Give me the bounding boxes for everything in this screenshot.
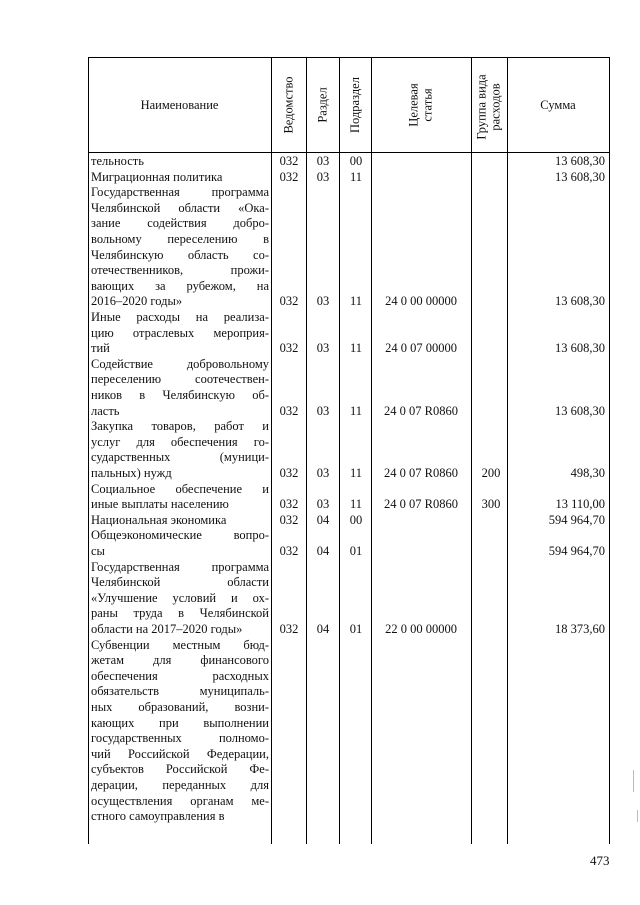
- summa-cell: 13 608,30: [555, 294, 605, 309]
- summa-cell: 13 608,30: [555, 403, 605, 418]
- row-name-line: стного самоуправления в: [91, 809, 225, 824]
- podrazdel-cell: 11: [349, 341, 363, 356]
- page-number: 473: [590, 853, 610, 868]
- row-name-line: ласть: [91, 403, 120, 418]
- vedomstvo-cell: 032: [279, 543, 299, 558]
- vedomstvo-cell: 032: [279, 497, 299, 512]
- row-name-line: вающих за рубежом, на: [91, 278, 269, 293]
- table-row: [88, 513, 610, 529]
- podrazdel-cell: 11: [349, 403, 363, 418]
- summa-cell: 13 110,00: [555, 497, 605, 512]
- podrazdel-cell: 11: [349, 497, 363, 512]
- row-name-line: ников в Челябинскую об-: [91, 387, 269, 402]
- podrazdel-cell: 11: [349, 294, 363, 309]
- table-row: [88, 638, 610, 825]
- table-row: [88, 482, 610, 513]
- vedomstvo-cell: 032: [279, 465, 299, 480]
- row-name-line: раны труда в Челябинской: [91, 606, 269, 621]
- razdel-cell: 03: [316, 169, 330, 184]
- razdel-cell: 03: [316, 403, 330, 418]
- row-name-line: Закупка товаров, работ и: [91, 419, 269, 434]
- header-summa: Сумма: [540, 97, 576, 112]
- vedomstvo-cell: 032: [279, 512, 299, 527]
- row-name-line: Содействие добровольному: [91, 356, 269, 371]
- row-name-line: тий: [91, 341, 110, 356]
- row-name: [91, 170, 269, 186]
- header-gruppa-vida-raskhodov: Группа вида расходов: [475, 74, 504, 140]
- razdel-cell: 04: [316, 543, 330, 558]
- row-name-line: Челябинской области «Ока-: [91, 200, 269, 215]
- razdel-cell: 03: [316, 465, 330, 480]
- row-name-line: ных образований, возни-: [91, 699, 269, 714]
- row-name-line: Общеэкономические вопро-: [91, 528, 269, 543]
- row-name-line: обязательств муниципаль-: [91, 684, 269, 699]
- header-razdel: Раздел: [315, 86, 330, 123]
- row-name-line: Субвенции местным бюд-: [91, 637, 269, 652]
- row-name-line: отечественников, прожи-: [91, 263, 269, 278]
- row-name-line: Челябинскую область со-: [91, 247, 269, 262]
- scan-mark: [637, 810, 638, 822]
- row-name-line: 2016–2020 годы»: [91, 294, 183, 309]
- razdel-cell: 03: [316, 294, 330, 309]
- razdel-cell: 04: [316, 621, 330, 636]
- row-name: [91, 513, 269, 529]
- table-row: [88, 419, 610, 481]
- podrazdel-cell: 11: [349, 169, 363, 184]
- table-row: [88, 310, 610, 357]
- row-name-line: услуг для обеспечения го-: [91, 434, 269, 449]
- row-name-line: осуществления органам ме-: [91, 793, 269, 808]
- row-name-line: сударственных (муници-: [91, 450, 269, 465]
- row-name-line: субъектов Российской Фе-: [91, 762, 269, 777]
- row-name-line: вольному переселению в: [91, 231, 269, 246]
- gruppa-cell: 300: [481, 497, 501, 512]
- row-name-line: жетам для финансового: [91, 653, 269, 668]
- row-name: [91, 310, 269, 357]
- table-row: [88, 528, 610, 559]
- razdel-cell: 03: [316, 154, 330, 168]
- podrazdel-cell: 01: [349, 543, 363, 558]
- row-name-line: государственных полномо-: [91, 731, 269, 746]
- row-name: [91, 154, 269, 170]
- table-row: [88, 560, 610, 638]
- podrazdel-cell: 01: [349, 621, 363, 636]
- row-name-line: Миграционная политика: [91, 169, 223, 184]
- row-name-line: обеспечения расходных: [91, 668, 269, 683]
- row-name-line: переселению соотечествен-: [91, 372, 269, 387]
- vedomstvo-cell: 032: [279, 169, 299, 184]
- vedomstvo-cell: 032: [279, 621, 299, 636]
- header-vedomstvo: Ведомство: [281, 75, 296, 134]
- header-podrazdel: Подраздел: [348, 76, 362, 133]
- row-name: [91, 638, 269, 825]
- summa-cell: 13 608,30: [555, 169, 605, 184]
- celevaya-statya-cell: 24 0 07 R0860: [384, 465, 458, 480]
- summa-cell: 594 964,70: [548, 512, 605, 527]
- row-name: [91, 185, 269, 310]
- row-name-line: пальных) нужд: [91, 465, 172, 480]
- header-celevaya-statya: Целевая статья: [407, 82, 435, 127]
- celevaya-statya-cell: 22 0 00 00000: [385, 621, 457, 636]
- row-name-line: Иные расходы на реализа-: [91, 310, 269, 324]
- celevaya-statya-cell: 24 0 07 R0860: [384, 403, 458, 418]
- row-name-line: цию отраслевых мероприя-: [91, 325, 269, 340]
- row-name-line: Государственная программа: [91, 185, 269, 200]
- row-name-line: чий Российской Федерации,: [91, 746, 269, 761]
- razdel-cell: 03: [316, 497, 330, 512]
- summa-cell: 498,30: [570, 465, 605, 480]
- podrazdel-cell: 00: [349, 154, 363, 168]
- celevaya-statya-cell: 24 0 07 00000: [385, 341, 457, 356]
- row-name-line: тельность: [91, 154, 144, 168]
- vedomstvo-cell: 032: [279, 294, 299, 309]
- row-name-line: Челябинской области: [91, 575, 269, 590]
- vedomstvo-cell: 032: [279, 341, 299, 356]
- row-name-line: Национальная экономика: [91, 512, 227, 527]
- summa-cell: 18 373,60: [555, 621, 605, 636]
- row-name-line: зание содействия добро-: [91, 216, 269, 231]
- table-row: [88, 185, 610, 310]
- celevaya-statya-cell: 24 0 07 R0860: [384, 497, 458, 512]
- row-name: [91, 419, 269, 481]
- table-row: [88, 154, 610, 170]
- podrazdel-cell: 00: [349, 512, 363, 527]
- gruppa-cell: 200: [481, 465, 501, 480]
- vedomstvo-cell: 032: [279, 403, 299, 418]
- row-name-line: области на 2017–2020 годы»: [91, 621, 243, 636]
- summa-cell: 13 608,30: [555, 341, 605, 356]
- row-name: [91, 482, 269, 513]
- summa-cell: 13 608,30: [555, 154, 605, 168]
- razdel-cell: 03: [316, 341, 330, 356]
- summa-cell: 594 964,70: [548, 543, 605, 558]
- budget-table: [88, 57, 610, 844]
- row-name-line: дерации, переданных для: [91, 777, 269, 792]
- row-name-line: сы: [91, 543, 105, 558]
- row-name-line: «Улучшение условий и ох-: [91, 590, 269, 605]
- vedomstvo-cell: 032: [279, 154, 299, 168]
- celevaya-statya-cell: 24 0 00 00000: [385, 294, 457, 309]
- row-name: [91, 357, 269, 419]
- row-name-line: Государственная программа: [91, 559, 269, 574]
- razdel-cell: 04: [316, 512, 330, 527]
- table-row: [88, 357, 610, 419]
- scan-mark: [633, 770, 634, 792]
- header-name: Наименование: [140, 97, 219, 112]
- row-name-line: Социальное обеспечение и: [91, 481, 269, 496]
- row-name: [91, 528, 269, 559]
- row-name-line: кающих при выполнении: [91, 715, 269, 730]
- row-name: [91, 560, 269, 638]
- podrazdel-cell: 11: [349, 465, 363, 480]
- row-name-line: иные выплаты населению: [91, 497, 229, 512]
- table-row: [88, 170, 610, 186]
